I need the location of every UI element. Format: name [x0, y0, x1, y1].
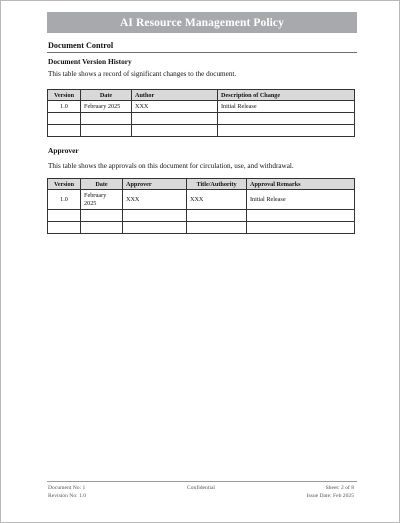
table-cell: XXX [123, 190, 187, 210]
table-cell [48, 125, 81, 137]
table-cell [187, 210, 247, 222]
version-history-intro: This table shows a record of significant changes to the document. [48, 70, 237, 78]
table-cell [187, 222, 247, 234]
table-cell [132, 113, 218, 125]
table-row [48, 113, 355, 125]
table-cell: February 2025 [81, 190, 123, 210]
column-header: Author [132, 90, 218, 101]
section-divider [47, 52, 357, 53]
table-cell [123, 222, 187, 234]
table-cell: 1.0 [48, 101, 81, 113]
table-cell [81, 125, 132, 137]
column-header: Title/Authority [187, 179, 247, 190]
table-cell [218, 113, 355, 125]
table-cell [48, 222, 81, 234]
table-cell [123, 210, 187, 222]
version-history-heading: Document Version History [48, 57, 132, 66]
column-header: Date [81, 90, 132, 101]
column-header: Date [81, 179, 123, 190]
column-header: Version [48, 179, 81, 190]
revision-number: Revision No: 1.0 [48, 492, 87, 499]
table-row [48, 190, 355, 210]
footer-right [307, 485, 354, 500]
table-cell: XXX [132, 101, 218, 113]
table-cell [48, 210, 81, 222]
table-cell [247, 210, 355, 222]
table-cell: XXX [187, 190, 247, 210]
table-cell [81, 210, 123, 222]
table-row [48, 222, 355, 234]
page-title: AI Resource Management Policy [47, 12, 357, 33]
table-cell [247, 222, 355, 234]
table-cell [132, 125, 218, 137]
table-row [48, 101, 355, 113]
table-cell [81, 113, 132, 125]
table-cell: February 2025 [81, 101, 132, 113]
table-cell [48, 113, 81, 125]
section-heading-document-control: Document Control [48, 41, 114, 50]
table-row [48, 210, 355, 222]
column-header: Description of Change [218, 90, 355, 101]
footer-divider [47, 481, 357, 482]
approver-heading: Approver [48, 146, 79, 155]
table-row [48, 125, 355, 137]
table-header-row [48, 179, 355, 190]
document-number: Document No: 1 [48, 485, 86, 491]
table-cell [218, 125, 355, 137]
table-cell: Initial Release [247, 190, 355, 210]
table-cell [81, 222, 123, 234]
column-header: Approval Remarks [247, 179, 355, 190]
table-cell: 1.0 [48, 190, 81, 210]
approver-intro: This table shows the approvals on this document for circulation, use, and withdrawal. [48, 162, 294, 170]
table-cell: Initial Release [218, 101, 355, 113]
version-history-table [47, 89, 355, 137]
table-header-row [48, 90, 355, 101]
classification-label: Confidential [187, 485, 215, 491]
sheet-number: Sheet: 2 of 8 [325, 485, 354, 491]
column-header: Approver [123, 179, 187, 190]
approver-table [47, 178, 355, 234]
column-header: Version [48, 90, 81, 101]
issue-date: Issue Date: Feb 2025 [306, 492, 354, 499]
